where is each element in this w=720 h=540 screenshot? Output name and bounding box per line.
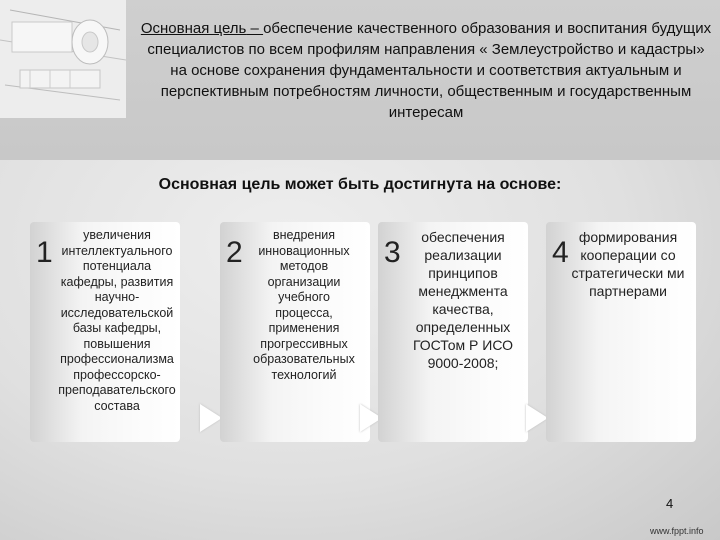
arrow-right-icon <box>526 404 548 432</box>
basis-card-3 <box>378 222 528 442</box>
card-text: увеличения интеллектуального потенциала кафедры, развития научно-исследовательской базы кафедры, повышения профессионализма профессорско-преподавательского состава <box>58 228 176 413</box>
card-text: обеспечения реализации принципов менеджмента качества, определенных ГОСТом Р ИСО 9000-2008; <box>412 229 514 371</box>
card-text: внедрения инновационных методов организации учебного процесса, применения прогрессивных образовательных технологий <box>253 228 355 382</box>
basis-card-1 <box>30 222 180 442</box>
goal-text: обеспечение качественного образования и воспитания будущих специалистов по всем профилям направления « Землеустройство и кадастры» на основе сохранения фундаментальности и соответствия актуальным и перспективным потребностям личности, общественным и государственным интересам <box>147 20 712 121</box>
card-number: 2 <box>226 236 243 269</box>
card-number: 3 <box>384 236 401 269</box>
subheading: Основная цель может быть достигнута на основе: <box>158 176 562 193</box>
card-number: 1 <box>36 236 53 269</box>
card-number: 4 <box>552 236 569 269</box>
card-text: формирования кооперации со стратегически ми партнерами <box>571 229 685 299</box>
watermark: www.fppt.info <box>650 526 704 536</box>
blueprint-photo <box>0 0 126 118</box>
goal-dash: – <box>246 20 264 37</box>
goal-label: Основная цель <box>140 20 247 37</box>
basis-card-2 <box>220 222 370 442</box>
arrow-right-icon <box>200 404 222 432</box>
main-goal-paragraph <box>140 18 712 123</box>
page-number: 4 <box>666 496 674 511</box>
basis-card-4 <box>546 222 696 442</box>
